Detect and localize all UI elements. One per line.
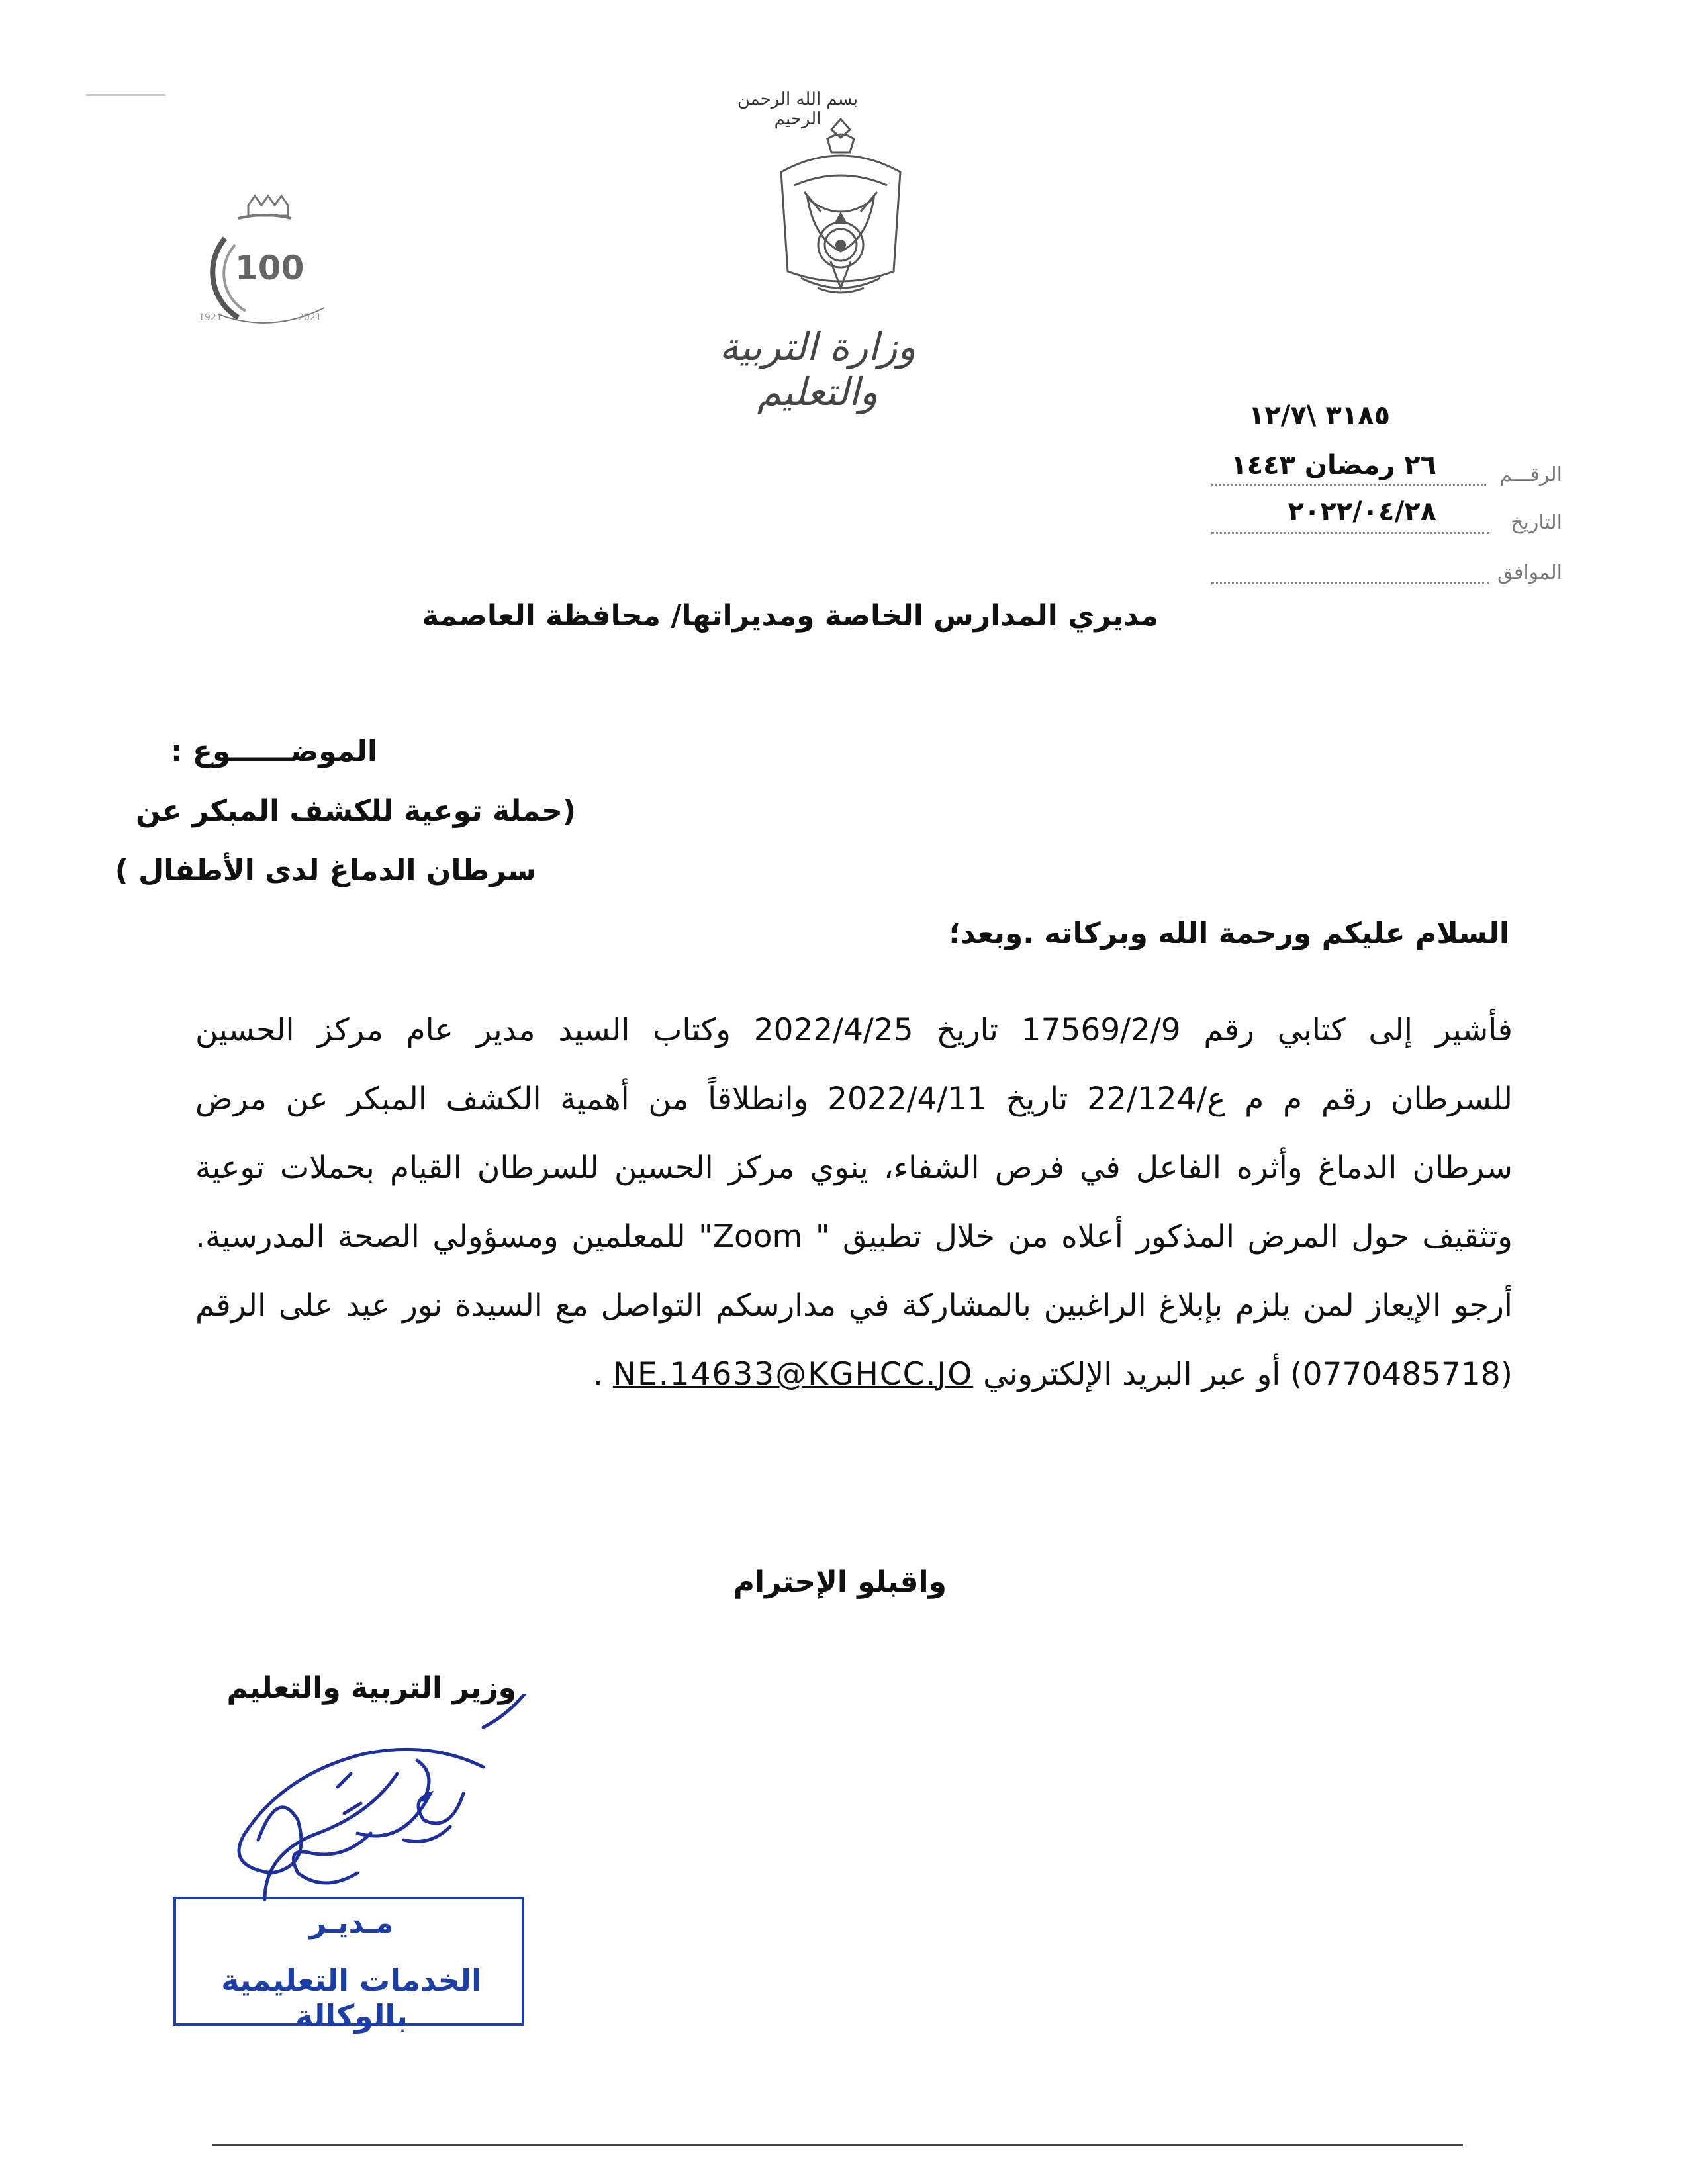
contact-phone-text: (0770485718) أو عبر البريد الإلكتروني — [973, 1356, 1513, 1392]
date-hijri: ٢٦ رمضان ١٤٤٣ — [1231, 450, 1436, 480]
body-line-4: وتثقيف حول المرض المذكور أعلاه من خلال تطبيق " Zoom" للمعلمين ومسؤولي الصحة المدرسية. — [195, 1218, 1513, 1255]
corresponding-dotted-line — [1211, 580, 1489, 584]
body-end-period: . — [593, 1356, 613, 1392]
closing: واقبلو الإحترام — [733, 1565, 947, 1599]
basmala: بسم الله الرحمن الرحيم — [737, 89, 859, 129]
reference-number: ٣١٨٥ \١٢/٧ — [1248, 400, 1390, 431]
body-line-2: للسرطان رقم م م ع/22/124 تاريخ 2022/4/11 وانطلاقاً من أهمية الكشف المبكر عن مرض — [195, 1081, 1513, 1117]
addressee: مديري المدارس الخاصة ومديراتها/ محافظة العاصمة — [422, 599, 1158, 633]
ministry-name: وزارة التربية والتعليم — [719, 324, 916, 414]
body-line-5: أرجو الإيعاز لمن يلزم بإبلاغ الراغبين بالمشاركة في مدارسكم التواصل مع السيدة نور عيد على الرقم — [195, 1287, 1513, 1324]
centennial-number: 100 — [235, 249, 305, 287]
official-stamp — [173, 1897, 524, 2034]
contact-email-link[interactable]: NE.14633@KGHCC.JO — [612, 1356, 974, 1392]
coat-of-arms-icon — [755, 113, 927, 311]
corresponding-label: الموافق — [1497, 561, 1562, 584]
stamp-department: الخدمات التعليمية بالوكالة — [221, 1962, 482, 2034]
signatory-title: وزير التربية والتعليم — [226, 1671, 516, 1705]
scan-mark — [86, 94, 165, 96]
subject-line-1: (حملة توعية للكشف المبكر عن — [136, 794, 576, 828]
number-label: الرقـــم — [1499, 463, 1562, 486]
footer-divider — [212, 2144, 1463, 2146]
stamp-title: مـديـر — [309, 1906, 394, 1940]
centennial-start-year: 1921 — [199, 312, 222, 323]
date-dotted-line — [1211, 529, 1489, 534]
subject-line-2: سرطان الدماغ لدى الأطفال ) — [115, 854, 536, 887]
body-line-1: فأشير إلى كتابي رقم 17569/2/9 تاريخ 2022/4/25 وكتاب السيد مدير عام مركز الحسين — [195, 1012, 1513, 1048]
subject-label: الموضــــــوع : — [171, 735, 377, 768]
date-label: التاريخ — [1511, 511, 1562, 534]
body-paragraph — [195, 996, 1513, 1409]
centennial-end-year: 2021 — [298, 312, 322, 323]
date-gregorian: ٢٠٢٢/٠٤/٢٨ — [1288, 496, 1436, 527]
body-line-3: سرطان الدماغ وأثره الفاعل في فرص الشفاء، ينوي مركز الحسين للسرطان القيام بحملات توعية — [195, 1150, 1513, 1186]
greeting: السلام عليكم ورحمة الله وبركاته .وبعد؛ — [949, 917, 1509, 950]
body-line-6 — [195, 1340, 1513, 1409]
number-dotted-line — [1211, 482, 1486, 486]
